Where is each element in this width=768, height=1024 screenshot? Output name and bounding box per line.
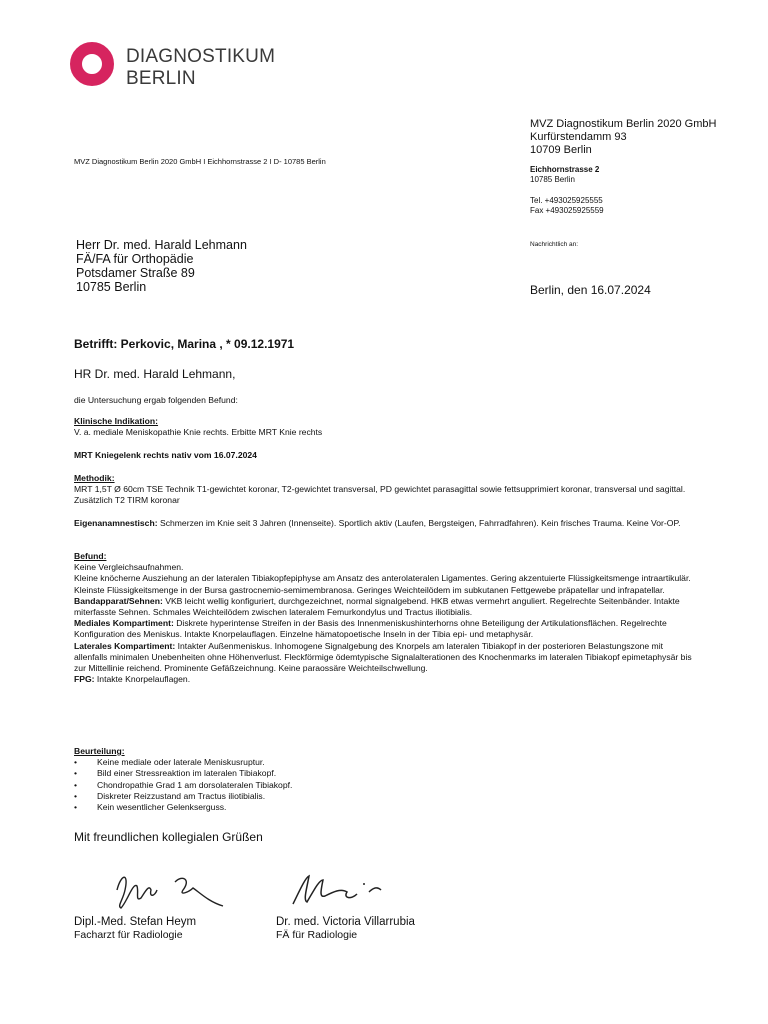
contact-info xyxy=(530,196,604,216)
assessment-item-text: Diskreter Reizzustand am Tractus iliotibialis. xyxy=(97,790,266,801)
method-heading: Methodik: xyxy=(74,473,115,483)
bullet: • xyxy=(74,802,78,813)
fpg-label: FPG: xyxy=(74,674,95,685)
fax: Fax +493025925559 xyxy=(530,206,604,215)
findings-p2: Kleine knöcherne Ausziehung an der lateralen Tibiakopfepiphyse am Ansatz des anterolateralen Ligamentes. Gering akzentuierte Flüssigkeitsmenge intraartikulär. Kleinste Flüssigkeitsmenge in der Bursa gastrocnemio-semimembranosa. Geringes Weichteilödem im subkutanen Fettgewebe präpatellar und infrapatellar. xyxy=(74,573,691,595)
phone: Tel. +493025925555 xyxy=(530,196,603,205)
sender-return-line: MVZ Diagnostikum Berlin 2020 GmbH I Eichhornstrasse 2 I D- 10785 Berlin xyxy=(74,157,326,166)
assessment-section xyxy=(74,746,694,813)
findings-p1: Keine Vergleichsaufnahmen. xyxy=(74,562,184,573)
bullet: • xyxy=(74,779,78,790)
signatory-2-name: Dr. med. Victoria Villarrubia xyxy=(276,916,415,928)
sender-address xyxy=(530,118,716,157)
assessment-item xyxy=(74,791,694,802)
method-text: MRT 1,5T Ø 60cm TSE Technik T1-gewichtet koronar, T2-gewichtet transversal, PD gewichtet parasagittal sowie fettsupprimiert koronar, transversal und sagittal. Zusätzlich T2 TIRM koronar xyxy=(74,484,686,506)
anamnesis-label: Eigenanamnestisch: xyxy=(74,518,158,528)
recipient-line-4: 10785 Berlin xyxy=(76,280,147,294)
assessment-item-text: Kein wesentlicher Gelenkserguss. xyxy=(97,802,227,813)
findings-lateral xyxy=(74,641,694,675)
bullet: • xyxy=(74,768,78,779)
indication-text: V. a. mediale Meniskopathie Knie rechts. Erbitte MRT Knie rechts xyxy=(74,427,323,438)
subject-line: Betrifft: Perkovic, Marina , * 09.12.1971 xyxy=(74,337,295,351)
lateral-label: Laterales Kompartiment: xyxy=(74,640,176,651)
bullet: • xyxy=(74,757,78,768)
signature-block-1 xyxy=(74,916,196,942)
closing-text: Mit freundlichen kollegialen Grüßen xyxy=(74,830,263,844)
signature-block-2 xyxy=(276,916,415,942)
logo xyxy=(126,46,275,90)
indication-section xyxy=(74,416,694,438)
findings-section xyxy=(74,551,694,685)
salutation: HR Dr. med. Harald Lehmann, xyxy=(74,367,236,381)
signature-2-image xyxy=(285,866,395,914)
method-section xyxy=(74,473,694,507)
signatory-1-name: Dipl.-Med. Stefan Heym xyxy=(74,916,197,928)
assessment-item-text: Chondropathie Grad 1 am dorsolateralen Tibiakopf. xyxy=(97,779,293,790)
signatory-2-role: FÄ für Radiologie xyxy=(276,929,358,941)
intro-text: die Untersuchung ergab folgenden Befund: xyxy=(74,395,238,405)
letter-date: Berlin, den 16.07.2024 xyxy=(530,283,651,297)
findings-fpg xyxy=(74,674,694,685)
assessment-item xyxy=(74,768,694,779)
findings-heading: Befund: xyxy=(74,551,107,561)
assessment-item-text: Bild einer Stressreaktion im lateralen Tibiakopf. xyxy=(97,768,277,779)
branch-street: Eichhornstrasse 2 xyxy=(530,165,600,174)
assessment-item-text: Keine mediale oder laterale Meniskusruptur. xyxy=(97,757,265,768)
bullet: • xyxy=(74,790,78,801)
branch-city: 10785 Berlin xyxy=(530,175,575,184)
fpg-text: Intakte Knorpelauflagen. xyxy=(94,674,191,685)
assessment-heading: Beurteilung: xyxy=(74,746,125,756)
medial-text: Diskrete hyperintense Streifen in der Basis des Innenmeniskushinterhorns ohne Beteiligung der Artikulationsflächen. Regelrechte Konfiguration des Meniskus. Intakte Knorpelauflagen. Einzelne hämatopoetische Inseln in der Tibia epi- und metaphysär. xyxy=(74,618,667,640)
anamnesis-section xyxy=(74,518,694,529)
findings-medial xyxy=(74,618,694,640)
logo-mark xyxy=(70,42,114,86)
indication-heading: Klinische Indikation: xyxy=(74,416,159,426)
signatory-1-role: Facharzt für Radiologie xyxy=(74,929,183,941)
recipient-line-3: Potsdamer Straße 89 xyxy=(76,266,195,280)
band-label: Bandapparat/Sehnen: xyxy=(74,595,163,606)
medial-label: Mediales Kompartiment: xyxy=(74,618,174,629)
band-text: VKB leicht wellig konfiguriert, durchgezeichnet, normal signalgebend. HKB etwas vermehrt anguliert. Regelrechte Seitenbänder. Intakte miterfasste Sehnen. Schmales Weichteilödem zwischen lateralem Femurkondylus und Tractus iliotibialis. xyxy=(74,595,680,618)
signature-1-image xyxy=(105,862,255,917)
logo-line-2: BERLIN xyxy=(126,68,196,89)
sender-street: Kurfürstendamm 93 xyxy=(530,131,627,143)
sender-city: 10709 Berlin xyxy=(530,144,592,156)
logo-line-1: DIAGNOSTIKUM xyxy=(126,46,276,67)
findings-band xyxy=(74,596,694,618)
exam-title: MRT Kniegelenk rechts nativ vom 16.07.2024 xyxy=(74,450,257,460)
recipient-address xyxy=(76,238,247,294)
assessment-item xyxy=(74,802,694,813)
sender-name: MVZ Diagnostikum Berlin 2020 GmbH xyxy=(530,118,717,130)
cc-label: Nachrichtlich an: xyxy=(530,241,579,248)
branch-address xyxy=(530,165,599,185)
assessment-item xyxy=(74,780,694,791)
anamnesis-text: Schmerzen im Knie seit 3 Jahren (Innenseite). Sportlich aktiv (Laufen, Bergsteigen, Fahrradfahren). Kein frisches Trauma. Keine Vor-OP. xyxy=(157,518,681,528)
recipient-line-1: Herr Dr. med. Harald Lehmann xyxy=(76,238,247,252)
lateral-text: Intakter Außenmeniskus. Inhomogene Signalgebung des Knorpels am lateralen Tibiakopf in der posterioren Belastungszone mit allenfalls minimalen Unebenheiten ohne Höhenverlust. Fleckförmige ödemtypische Signalalterationen des Knochenmarks im lateralen Tibiakopf epimetaphysär bis zur Mittellinie reichend. Prominente Gefäßzeichnung. Keine paraossäre Weichteilschwellung. xyxy=(74,640,692,674)
recipient-line-2: FÄ/FA für Orthopädie xyxy=(76,252,194,266)
assessment-item xyxy=(74,757,694,768)
